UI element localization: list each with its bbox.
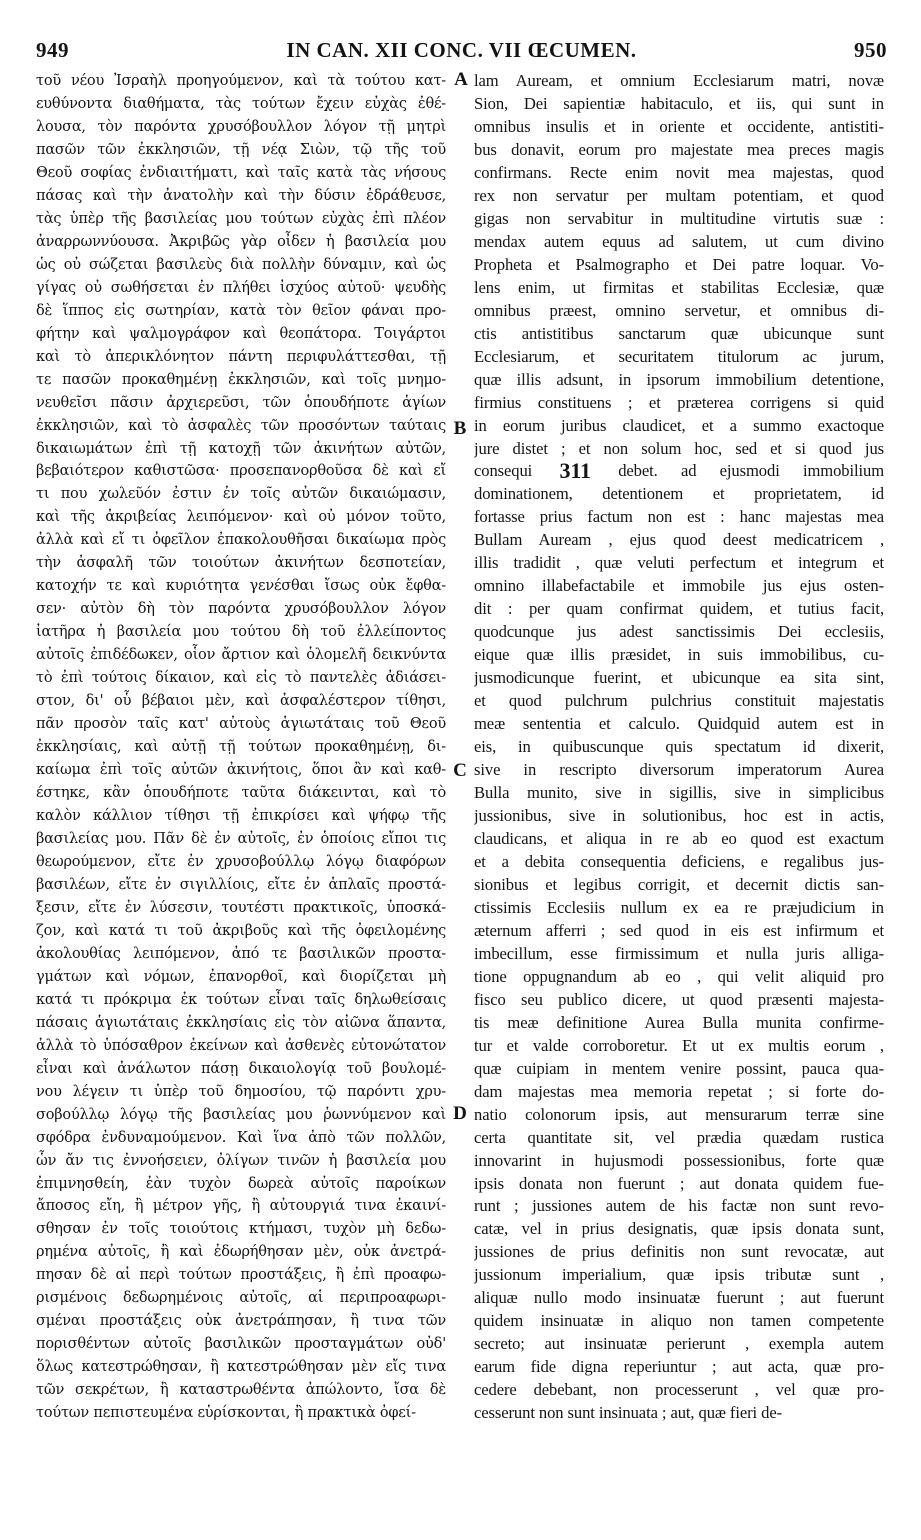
latin-text-line: certa quantitate sit, vel prædia quædam rustica <box>474 1127 884 1147</box>
greek-text-line: ἄποσος εἴη, ἢ μέτρον γῆς, ἢ αὐτουργιά τινα ἐκαινί- <box>36 1198 446 1215</box>
greek-text-line: νευθεῖσι πᾶσιν ἀρχιερεῦσι, τῶν ὁπουδήποτε ἁγίων <box>36 394 446 411</box>
latin-text-line: firmius constituens ; et præterea corrigens si quid <box>474 392 884 412</box>
greek-text-line: καὶ τῆς ἀκριβείας λειπόμενον· καὶ οὐ μόνον τοῦτο, <box>36 509 446 526</box>
greek-text-line: ἰατῆρα ἡ βασιλεία μου τούτου δὴ τοῦ ἐλλείποντος <box>36 624 446 641</box>
greek-text-line: ἀλλὰ τὸ ὑπόσαθρον ἐκείνων καὶ ἀσθενὲς εὐτονώτατον <box>36 1037 446 1054</box>
greek-text-line: σθησαν ἐν τοῖς τοιούτοις κτήμασι, τυχὸν μὴ δεδω- <box>36 1221 446 1238</box>
greek-text-line: Θεοῦ σοφίας ἐνδιαιτήματι, καὶ ταῖς κατὰ τὰς νήσους <box>36 164 446 181</box>
latin-text-line: in eorum juribus claudicet, et a summo exactoque <box>474 415 884 435</box>
latin-text-line: omnibus præest, omnino servetur, et omnibus di- <box>474 300 884 320</box>
page-number-right: 950 <box>854 38 887 62</box>
latin-text-line: jussionum imperialium, quæ ipsis tributæ sunt , <box>474 1265 884 1285</box>
greek-text-line: ὧν ἄν τις ἐννοήσειεν, ὀλίγων τινῶν ἡ βασιλεία μου <box>36 1152 446 1169</box>
greek-text-line: γίγας οὐ σωθήσεται ἐν πλήθει ἰσχύος αὐτοῦ· ψευδὴς <box>36 279 446 296</box>
greek-text-line: τούτων πεπιστευμένα εὑρίσκονται, ἢ πρακτικὰ ὀφεί- <box>36 1405 416 1422</box>
greek-text-line: αὐτοῖς ἐπιδέδωκεν, οἷον ἄρτιον καὶ ὁλομελῆ δεικνύντα <box>36 647 446 664</box>
latin-text-line: mendax autem equus ad salutem, ut cum divino <box>474 231 884 251</box>
latin-text-line: jusmodicunque fuerint, et ubicunque ea sita sint, <box>474 668 884 688</box>
latin-text-line: cedere debebant, non processerunt , vel quæ pro- <box>474 1380 884 1400</box>
greek-text-line: πᾶν προσὸν ταῖς κατ' αὐτοὺς ἁγιωτάταις τοῦ Θεοῦ <box>36 716 446 733</box>
latin-text-line: quodcunque jus adest sanctissimis Dei ecclesiis, <box>474 622 884 642</box>
running-head: IN CAN. XII CONC. VII ŒCUMEN. <box>286 38 637 62</box>
latin-text-line: illis tradidit , quæ veluti perfectum et integrum et <box>474 553 884 573</box>
latin-text-line: imbecillum, esse firmissimum et nulla juris alliga- <box>474 943 884 963</box>
greek-text-line: καὶ τὸ ἀπερικλόνητον πάντη περιφυλάττεσθαι, τῇ <box>36 348 446 365</box>
margin-marker-d: D <box>453 1103 467 1124</box>
latin-text-line: quæ cuipiam in mentem venire possint, pauca qua- <box>474 1058 884 1078</box>
greek-text-line: σεν· αὐτὸν δὴ τὸν παρόντα χρυσόβουλλον λόγον <box>36 601 446 618</box>
greek-text-line: τὸ ἐπὶ τούτοις δίκαιον, καὶ εἰς τὸ παντελὲς ἀδιάσει- <box>36 670 446 687</box>
greek-text-line: δικαιωμάτων ἐπὶ τῇ κατοχῇ τῶν ἀκινήτων αὐτῶν, <box>36 440 446 457</box>
latin-text-line: sionibus et legibus corrigit, et decernit dictis san- <box>474 874 884 894</box>
original-page-number: 311 <box>559 460 591 484</box>
greek-text-line: πασῶν τῶν ἐκκλησιῶν, τῇ νέᾳ Σιὼν, τῷ τῆς τοῦ <box>36 141 446 158</box>
greek-text-line: καίωμα ἐπὶ τοῖς αὐτῶν ἀκινήτοις, ὅποι ἂν καὶ καθ- <box>36 762 446 779</box>
latin-text-line: omnino illabefactabile et immobile jus ejus osten- <box>474 576 884 596</box>
greek-text-line: τε πασῶν προκαθημένῃ ἐκκλησιῶν, καὶ τοῖς μνημο- <box>36 371 446 388</box>
latin-text-line: sive in rescripto diversorum imperatorum Aurea <box>474 760 884 780</box>
margin-marker-c: C <box>453 760 467 781</box>
greek-text-line: σφόδρα ἐνδυναμούμενον. Καὶ ἵνα ἀπὸ τῶν πολλῶν, <box>36 1129 446 1146</box>
greek-text-line: κατά τι πρόκριμα ἐκ τούτων εἶναι ταῖς δηλωθείσαις <box>36 991 446 1008</box>
greek-text-line: έστηκε, κἂν ὁπουδήποτε ταῦτα διάκεινται, καὶ τὸ <box>36 785 446 802</box>
greek-text-line: βεβαιότερον καθιστῶσα· προσεπανορθοῦσα δὲ καὶ εἴ <box>36 463 446 480</box>
greek-text-line: καλὸν κάλλιον τίθησι τῇ ἐπικρίσει καὶ ψήφῳ τῆς <box>36 808 446 824</box>
latin-text-line: et a debita consequentia deficiens, e regalibus jus- <box>474 851 884 871</box>
greek-text-line: πάσας καὶ τὴν ἀνατολὴν καὶ τὴν δύσιν ἐδράθευσε, <box>36 187 446 204</box>
page-header <box>36 38 887 64</box>
greek-text-line: δὲ ἵππος εἰς σωτηρίαν, κατὰ τὸν θεῖον φάναι προ- <box>36 302 446 319</box>
latin-text-line: eis, in quibuscunque quis spectatum id dixerit, <box>474 737 884 757</box>
latin-text-line: dit : per quam confirmat quidem, et tutius facit, <box>474 599 884 619</box>
greek-text-line: ὅλως κατεστρώθησαν, ἢ κατεστρώθησαν μὲν εἴς τινα <box>36 1359 446 1376</box>
greek-text-line: τοῦ νέου Ἰσραὴλ προηγούμενον, καὶ τὰ τούτου κατ- <box>36 73 446 89</box>
latin-text-line: quæ illis adsunt, in ipsorum immobilium detentione, <box>474 369 884 389</box>
latin-text-line: cesserunt non sunt insinuata ; aut, quæ fieri de- <box>474 1403 783 1423</box>
greek-text-line: τῶν σεκρέτων, ἢ καταστρωθέντα ἀπώλοντο, ἴσα δὲ <box>36 1382 446 1399</box>
latin-text-line: secreto; aut insinuatæ perierunt , exempla autem <box>474 1334 884 1354</box>
latin-text-line: meæ sententia et calculo. Quidquid autem est in <box>474 714 884 734</box>
latin-text-column <box>474 70 884 1425</box>
latin-text-line: Sion, Dei sapientiæ habitaculo, et iis, qui sunt in <box>474 93 884 113</box>
greek-text-line: πορισθέντων αὐτοῖς βασιλικῶν προσταγμάτων οὐδ' <box>36 1336 446 1353</box>
latin-text-line: catæ, vel in prius designatis, quæ ipsis donata sunt, <box>474 1219 884 1239</box>
page-number-left: 949 <box>36 38 69 62</box>
greek-text-line: ρισμένοις δεδωρημένοις αὐτοῖς, αἱ περιπροαφωρι- <box>36 1290 446 1307</box>
latin-text-line: earum fide digna reperiuntur ; aut acta, quæ pro- <box>474 1357 884 1377</box>
greek-text-line: θεωρούμενον, εἴτε ἐν χρυσοβούλλῳ λόγῳ διαφόρων <box>36 853 446 870</box>
margin-marker-a: A <box>454 69 468 90</box>
latin-text-line: tis meæ definitione Aurea Bulla munita confirme- <box>474 1012 884 1032</box>
greek-text-line: ἀναρρωννύουσα. Ἀκριβῶς γὰρ οἶδεν ἡ βασιλεία μου <box>36 233 446 250</box>
latin-text-line: æternum afferri ; sed quod in eis est infirmum et <box>474 920 884 940</box>
latin-text-line: eique quæ illis præsidet, in suis immobilibus, cu- <box>474 645 884 665</box>
greek-text-line: βασιλείας μου. Πᾶν δὲ ἐν αὐτοῖς, ἐν ὁποίοις εἴποι τις <box>36 830 446 847</box>
greek-text-line: πησαν δὲ αἱ περὶ τούτων προστάξεις, ἢ ἐπὶ προαφω- <box>36 1267 446 1284</box>
greek-text-line: ξεσιν, εἴτε ἐν λύσεσιν, τουτέστι πρακτικοῖς, ὑποσκά- <box>36 899 446 916</box>
latin-text-line: dam majestas mea memoria repetat ; si forte do- <box>474 1081 884 1101</box>
greek-text-line: ἀκολουθίας λειπόμενον, ἀπό τε βασιλικῶν προστα- <box>36 945 446 962</box>
latin-text-line: jussionibus, sive in solutionibus, hoc est in actis, <box>474 806 884 825</box>
greek-text-line: ὡς οὐ σώζεται βασιλεὺς διὰ πολλὴν δύναμιν, καὶ ὡς <box>36 256 446 273</box>
latin-text-line: et quod pulchrum pulchrius constituit majestatis <box>474 691 884 711</box>
latin-text-line: jure distet ; et non solum hoc, sed et si quod jus <box>474 438 884 458</box>
greek-text-line: ἐκκλησίαις, καὶ αὐτῇ τῇ τούτων προκαθημένῃ, δι- <box>36 739 446 756</box>
latin-text-line: Bulla munito, sive in sigillis, sive in simplicibus <box>474 783 884 803</box>
latin-text-line: lam Auream, et omnium Ecclesiarum matri, novæ <box>474 71 884 90</box>
latin-text-line: runt ; jussiones autem de his factæ non sunt revo- <box>474 1196 884 1216</box>
greek-text-line: λουσα, τὸν παρόντα χρυσόβουλλον λόγον τῇ μητρὶ <box>36 118 446 135</box>
latin-text-line: Ecclesiarum, et securitatem titulorum ac jurum, <box>474 346 884 366</box>
greek-text-line: πάσαις ἁγιωτάταις ἐκκλησίαις εἰς τὸν αἰῶνα ἅπαντα, <box>36 1014 446 1031</box>
greek-text-line: ἐπιμνησθείη, ἐὰν τυχὸν δωρεὰ αὐτοῖς παροίκων <box>36 1175 446 1192</box>
greek-text-column <box>36 70 446 1425</box>
greek-text-line: γμάτων καὶ νόμων, ἐπανορθοῖ, καὶ διορίζεται μὴ <box>36 968 446 985</box>
greek-text-line: ἀλλὰ καὶ εἴ τι ὀφεῖλον ἐπακολουθῆσαι δικαίωμα πρὸς <box>36 532 446 549</box>
greek-text-line: φήτην καὶ ψαλμογράφον καὶ θεοπάτορα. Τοιγάρτοι <box>36 325 446 342</box>
latin-text-line: ctis antistitibus sanctarum quæ ubicunque sunt <box>474 323 884 343</box>
greek-text-line: ρημένα αὐτοῖς, ἢ καὶ ἐδωρήθησαν μὲν, οὐκ ἀνετρά- <box>36 1244 446 1261</box>
latin-text-line: confirmans. Recte enim novit mea majestas, quod <box>474 162 884 182</box>
latin-text-line <box>474 460 884 483</box>
latin-text-line: ipsis donata non fuerunt ; aut donata quidem fue- <box>474 1173 884 1193</box>
greek-text-line: βασιλέων, εἴτε ἐν σιγιλλίοις, εἴτε ἐν ἁπλαῖς προστά- <box>36 876 446 893</box>
greek-text-line: στον, δι' οὗ βέβαιοι μὲν, καὶ ἀσφαλέστερον τίθησι, <box>36 693 446 710</box>
greek-text-line: τὴν ἀσφαλῆ τῶν τοιούτων ἀκινήτων δεσποτείαν, <box>36 555 446 572</box>
latin-text-line: jussiones de prius definitis non sunt revocatæ, aut <box>474 1242 884 1262</box>
greek-text-line: κατοχήν τε καὶ κυριότητα γενέσθαι ἴσως οὐκ ἔφθα- <box>36 578 446 595</box>
latin-text-line: gigas non servabitur in multitudine virtutis suæ : <box>474 208 884 228</box>
greek-text-line: ἐκκλησιῶν, καὶ τὸ ἀσφαλὲς τῶν προσόντων ταύταις <box>36 417 446 434</box>
greek-text-line: νου λέγειν τι ὑπὲρ τοῦ δημοσίου, τῷ παρόντι χρυ- <box>36 1083 446 1100</box>
greek-text-line: τὰς ὑπὲρ τῆς βασιλείας μου τούτων εὐχὰς ἐπὶ πλέον <box>36 210 446 227</box>
latin-text-line: quidem insinuatæ in aliquo non tamen competente <box>474 1311 884 1331</box>
text-fragment: consequi <box>474 461 556 481</box>
margin-marker-b: B <box>453 418 467 439</box>
latin-text-line: lens enim, ut firmitas et stabilitas Ecclesiæ, quæ <box>474 277 884 297</box>
text-fragment: debet. ad ejusmodi immobilium <box>594 461 884 481</box>
latin-text-line: bus donavit, eorum pro majestate mea preces magis <box>474 139 884 159</box>
greek-text-line: σοβούλλῳ λόγῳ τῆς βασιλείας μου ῥωννύμενον καὶ <box>36 1106 446 1123</box>
latin-text-line: natio colonorum ipsis, aut mensurarum terræ sine <box>474 1104 884 1124</box>
latin-text-line: claudicans, et aliqua in re ab eo quod est exactum <box>474 828 884 848</box>
greek-text-line: σμέναι προστάξεις οὐκ ἀνετράπησαν, ἢ τινα τῶν <box>36 1313 446 1330</box>
latin-text-line: fisco seu publico dicere, ut quod præsenti majesta- <box>474 989 884 1009</box>
latin-text-line: innovarint in hujusmodi possessionibus, forte quæ <box>474 1150 884 1170</box>
latin-text-line: fortasse prius factum non est : hanc majestas mea <box>474 507 884 527</box>
greek-text-line: εἶναι καὶ ἀνάλωτον πάσῃ δικαιολογίᾳ τοῦ βουλομέ- <box>36 1060 446 1077</box>
latin-text-line: tur et valde corroboretur. Et ut ex multis eorum , <box>474 1035 884 1055</box>
latin-text-line: Propheta et Psalmographo et Dei patre loquar. Vo- <box>474 254 884 274</box>
latin-text-line: tione oppugnandum ab eo , qui velit aliquid pro <box>474 966 884 986</box>
latin-text-line: omnibus insulis et in oriente et occidente, antistiti- <box>474 116 884 136</box>
greek-text-line: τι που χωλεῦόν ἐστιν ἐν τοῖς αὐτῶν δικαιώμασιν, <box>36 486 446 503</box>
latin-text-line: rex non servatur per multam potentiam, et quod <box>474 185 884 205</box>
latin-text-line: dominationem, detentionem et proprietatem, id <box>474 484 884 504</box>
greek-text-line: ζον, καὶ κατά τι τοῦ ἀκριβοῦς καὶ τῆς ὀφειλομένης <box>36 922 446 939</box>
latin-text-line: Bullam Auream , ejus quod deest medicatricem , <box>474 530 884 550</box>
latin-text-line: ctissimis Ecclesiis nullum ex ea re præjudicium in <box>474 897 884 917</box>
latin-text-line: aliquæ nullo modo insinuatæ fuerunt ; aut fuerunt <box>474 1288 884 1308</box>
greek-text-line: ευθύνοντα διαθήματα, τὰς τούτων ἔχειν εὐχὰς ἐθέ- <box>36 95 446 112</box>
